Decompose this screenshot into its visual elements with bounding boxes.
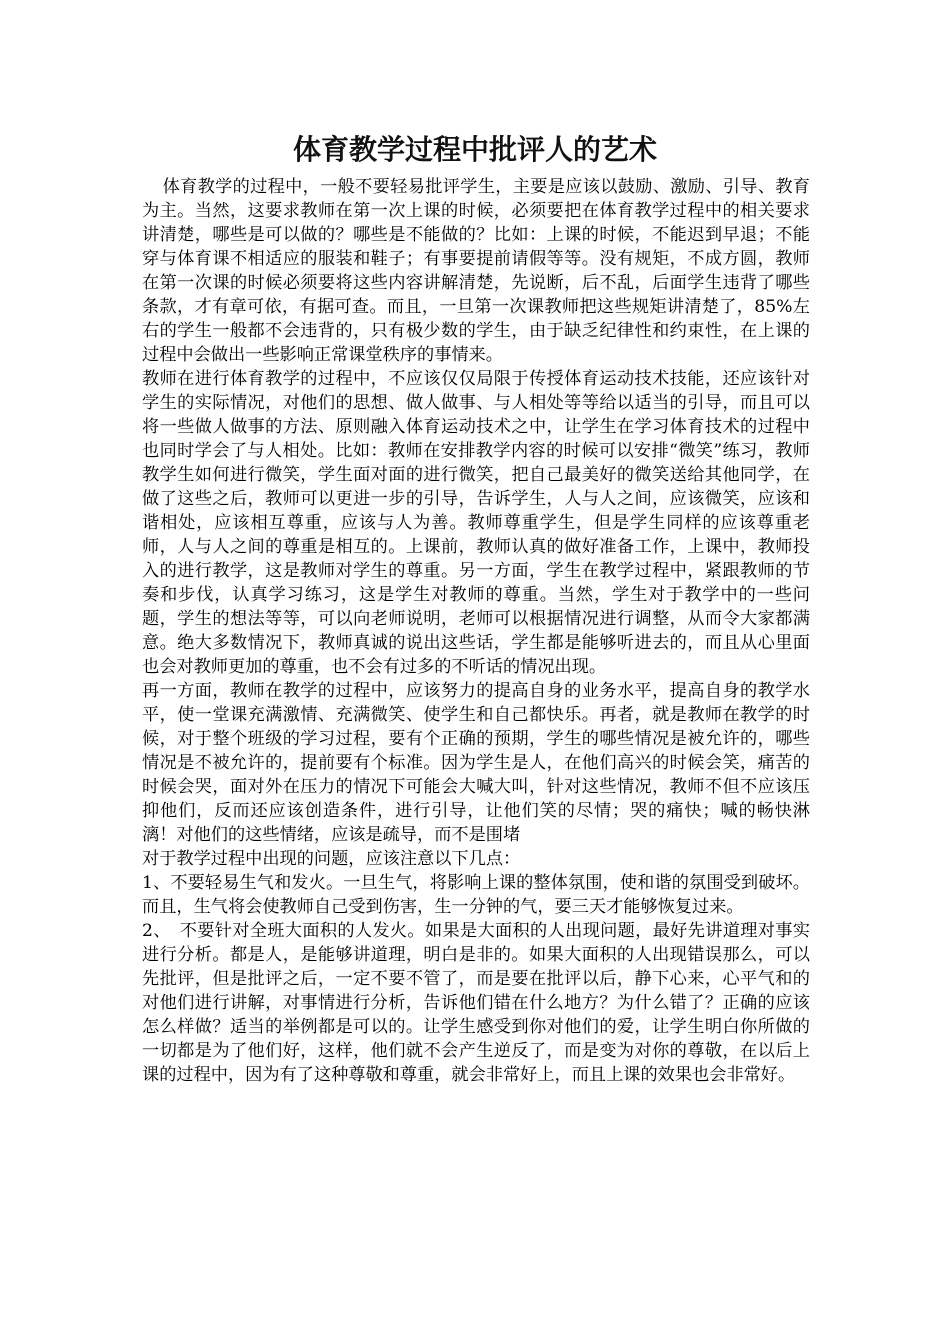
paragraph-point-1: 1、不要轻易生气和发火。一旦生气，将影响上课的整体氛围，使和谐的氛围受到破坏。而且，生气将会使教师自己受到伤害，生一分钟的气，要三天才能够恢复过来。 [142, 873, 810, 917]
paragraph-guidance: 教师在进行体育教学的过程中，不应该仅仅局限于传授体育运动技术技能，还应该针对学生的实际情况，对他们的思想、做人做事、与人相处等等给以适当的引导，而且可以将一些做人做事的方法、原则融入体育运动技术之中，让学生在学习体育技术的过程中也同时学会了与人相处。比如：教师在安排教学内容的时候可以安排“微笑”练习，教师教学生如何进行微笑，学生面对面的进行微笑，把自己最美好的微笑送给其他同学，在做了这些之后，教师可以更进一步的引导，告诉学生，人与人之间，应该微笑，应该和谐相处，应该相互尊重，应该与人为善。教师尊重学生，但是学生同样的应该尊重老师，人与人之间的尊重是相互的。上课前，教师认真的做好准备工作，上课中，教师投入的进行教学，这是教师对学生的尊重。另一方面，学生在教学过程中，紧跟教师的节奏和步伐，认真学习练习，这是学生对教师的尊重。当然，学生对于教学中的一些问题，学生的想法等等，可以向老师说明，老师可以根据情况进行调整，从而令大家都满意。绝大多数情况下，教师真诚的说出这些话，学生都是能够听进去的，而且从心里面也会对教师更加的尊重，也不会有过多的不听话的情况出现。 [142, 369, 810, 677]
paragraph-point-2: 2、 不要针对全班大面积的人发火。如果是大面积的人出现问题，最好先讲道理对事实进行分析。都是人，是能够讲道理，明白是非的。如果大面积的人出现错误那么，可以先批评，但是批评之后，一定不要不管了，而是要在批评以后，静下心来，心平气和的对他们进行讲解，对事情进行分析，告诉他们错在什么地方？为什么错了？正确的应该怎么样做？适当的举例都是可以的。让学生感受到你对他们的爱，让学生明白你所做的一切都是为了他们好，这样，他们就不会产生逆反了，而是变为对你的尊敬，在以后上课的过程中，因为有了这种尊敬和尊重，就会非常好上，而且上课的效果也会非常好。 [142, 921, 810, 1085]
document-title: 体育教学过程中批评人的艺术 [292, 133, 657, 166]
paragraph-intro: 体育教学的过程中，一般不要轻易批评学生，主要是应该以鼓励、激励、引导、教育为主。当然，这要求教师在第一次上课的时候，必须要把在体育教学过程中的相关要求讲清楚，哪些是可以做的？哪些是不能做的？比如：上课的时候，不能迟到早退；不能穿与体育课不相适应的服装和鞋子；有事要提前请假等等。没有规矩，不成方圆，教师在第一次课的时候必须要将这些内容讲解清楚，先说断，后不乱，后面学生违背了哪些条款，才有章可依，有据可查。而且，一旦第一次课教师把这些规矩讲清楚了，85%左右的学生一般都不会违背的，只有极少数的学生，由于缺乏纪律性和约束性，在上课的过程中会做出一些影响正常课堂秩序的事情来。 [142, 177, 810, 365]
paragraph-points-intro: 对于教学过程中出现的问题，应该注意以下几点： [142, 849, 521, 869]
paragraph-teaching-level: 再一方面，教师在教学的过程中，应该努力的提高自身的业务水平，提高自身的教学水平，使一堂课充满激情、充满微笑、使学生和自己都快乐。再者，就是教师在教学的时候，对于整个班级的学习过程，要有个正确的预期，学生的哪些情况是被允许的，哪些情况是不被允许的，提前要有个标准。因为学生是人，在他们高兴的时候会笑，痛苦的时候会哭，面对外在压力的情况下可能会大喊大叫，针对这些情况，教师不但不应该压抑他们，反而还应该创造条件，进行引导，让他们笑的尽情；哭的痛快；喊的畅快淋漓！对他们的这些情绪，应该是疏导，而不是围堵 [142, 681, 810, 845]
document-body [142, 175, 810, 1087]
